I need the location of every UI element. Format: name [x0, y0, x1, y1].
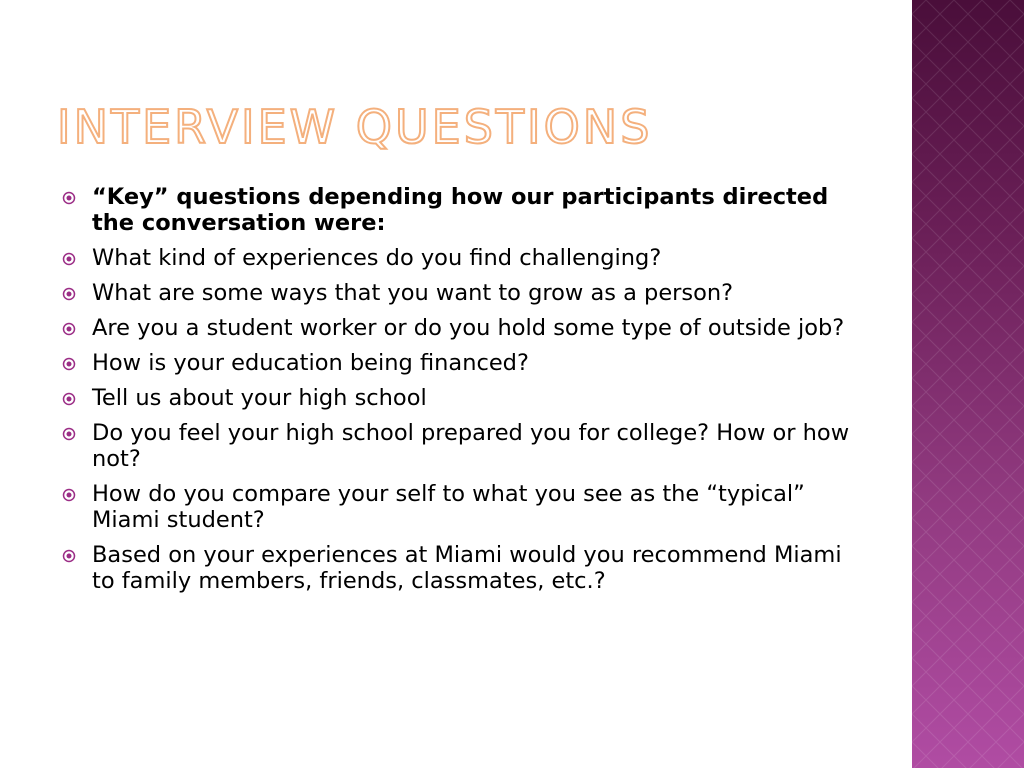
bullet-list	[62, 184, 862, 603]
circle-bullet-icon	[62, 357, 76, 371]
bullet-item	[62, 245, 862, 271]
circle-bullet-icon	[62, 287, 76, 301]
bullet-item	[62, 481, 862, 533]
bullet-item	[62, 280, 862, 306]
circle-bullet-icon	[62, 191, 76, 205]
bullet-text: How do you compare your self to what you see as the “typical” Miami student?	[92, 481, 805, 533]
bullet-item	[62, 385, 862, 411]
diamond-pattern	[912, 0, 1024, 768]
bullet-text: What kind of experiences do you find challenging?	[92, 245, 662, 271]
bullet-text: Do you feel your high school prepared you for college? How or how not?	[92, 420, 850, 472]
bullet-item	[62, 542, 862, 594]
bullet-text: Are you a student worker or do you hold some type of outside job?	[92, 315, 845, 341]
circle-bullet-icon	[62, 488, 76, 502]
bullet-text: “Key” questions depending how our participants directed the conversation were:	[92, 184, 829, 236]
circle-bullet-icon	[62, 322, 76, 336]
bullet-item	[62, 420, 862, 472]
circle-bullet-icon	[62, 252, 76, 266]
bullet-item	[62, 350, 862, 376]
circle-bullet-icon	[62, 392, 76, 406]
bullet-text: What are some ways that you want to grow as a person?	[92, 280, 734, 306]
bullet-text: How is your education being financed?	[92, 350, 529, 376]
bullet-text: Tell us about your high school	[92, 385, 427, 411]
bullet-item	[62, 184, 862, 236]
slide-title: INTERVIEW QUESTIONS	[57, 100, 653, 154]
decorative-side-band	[912, 0, 1024, 768]
bullet-text: Based on your experiences at Miami would you recommend Miami to family members, friends, classmates, etc.?	[92, 542, 842, 594]
bullet-item	[62, 315, 862, 341]
circle-bullet-icon	[62, 427, 76, 441]
circle-bullet-icon	[62, 549, 76, 563]
